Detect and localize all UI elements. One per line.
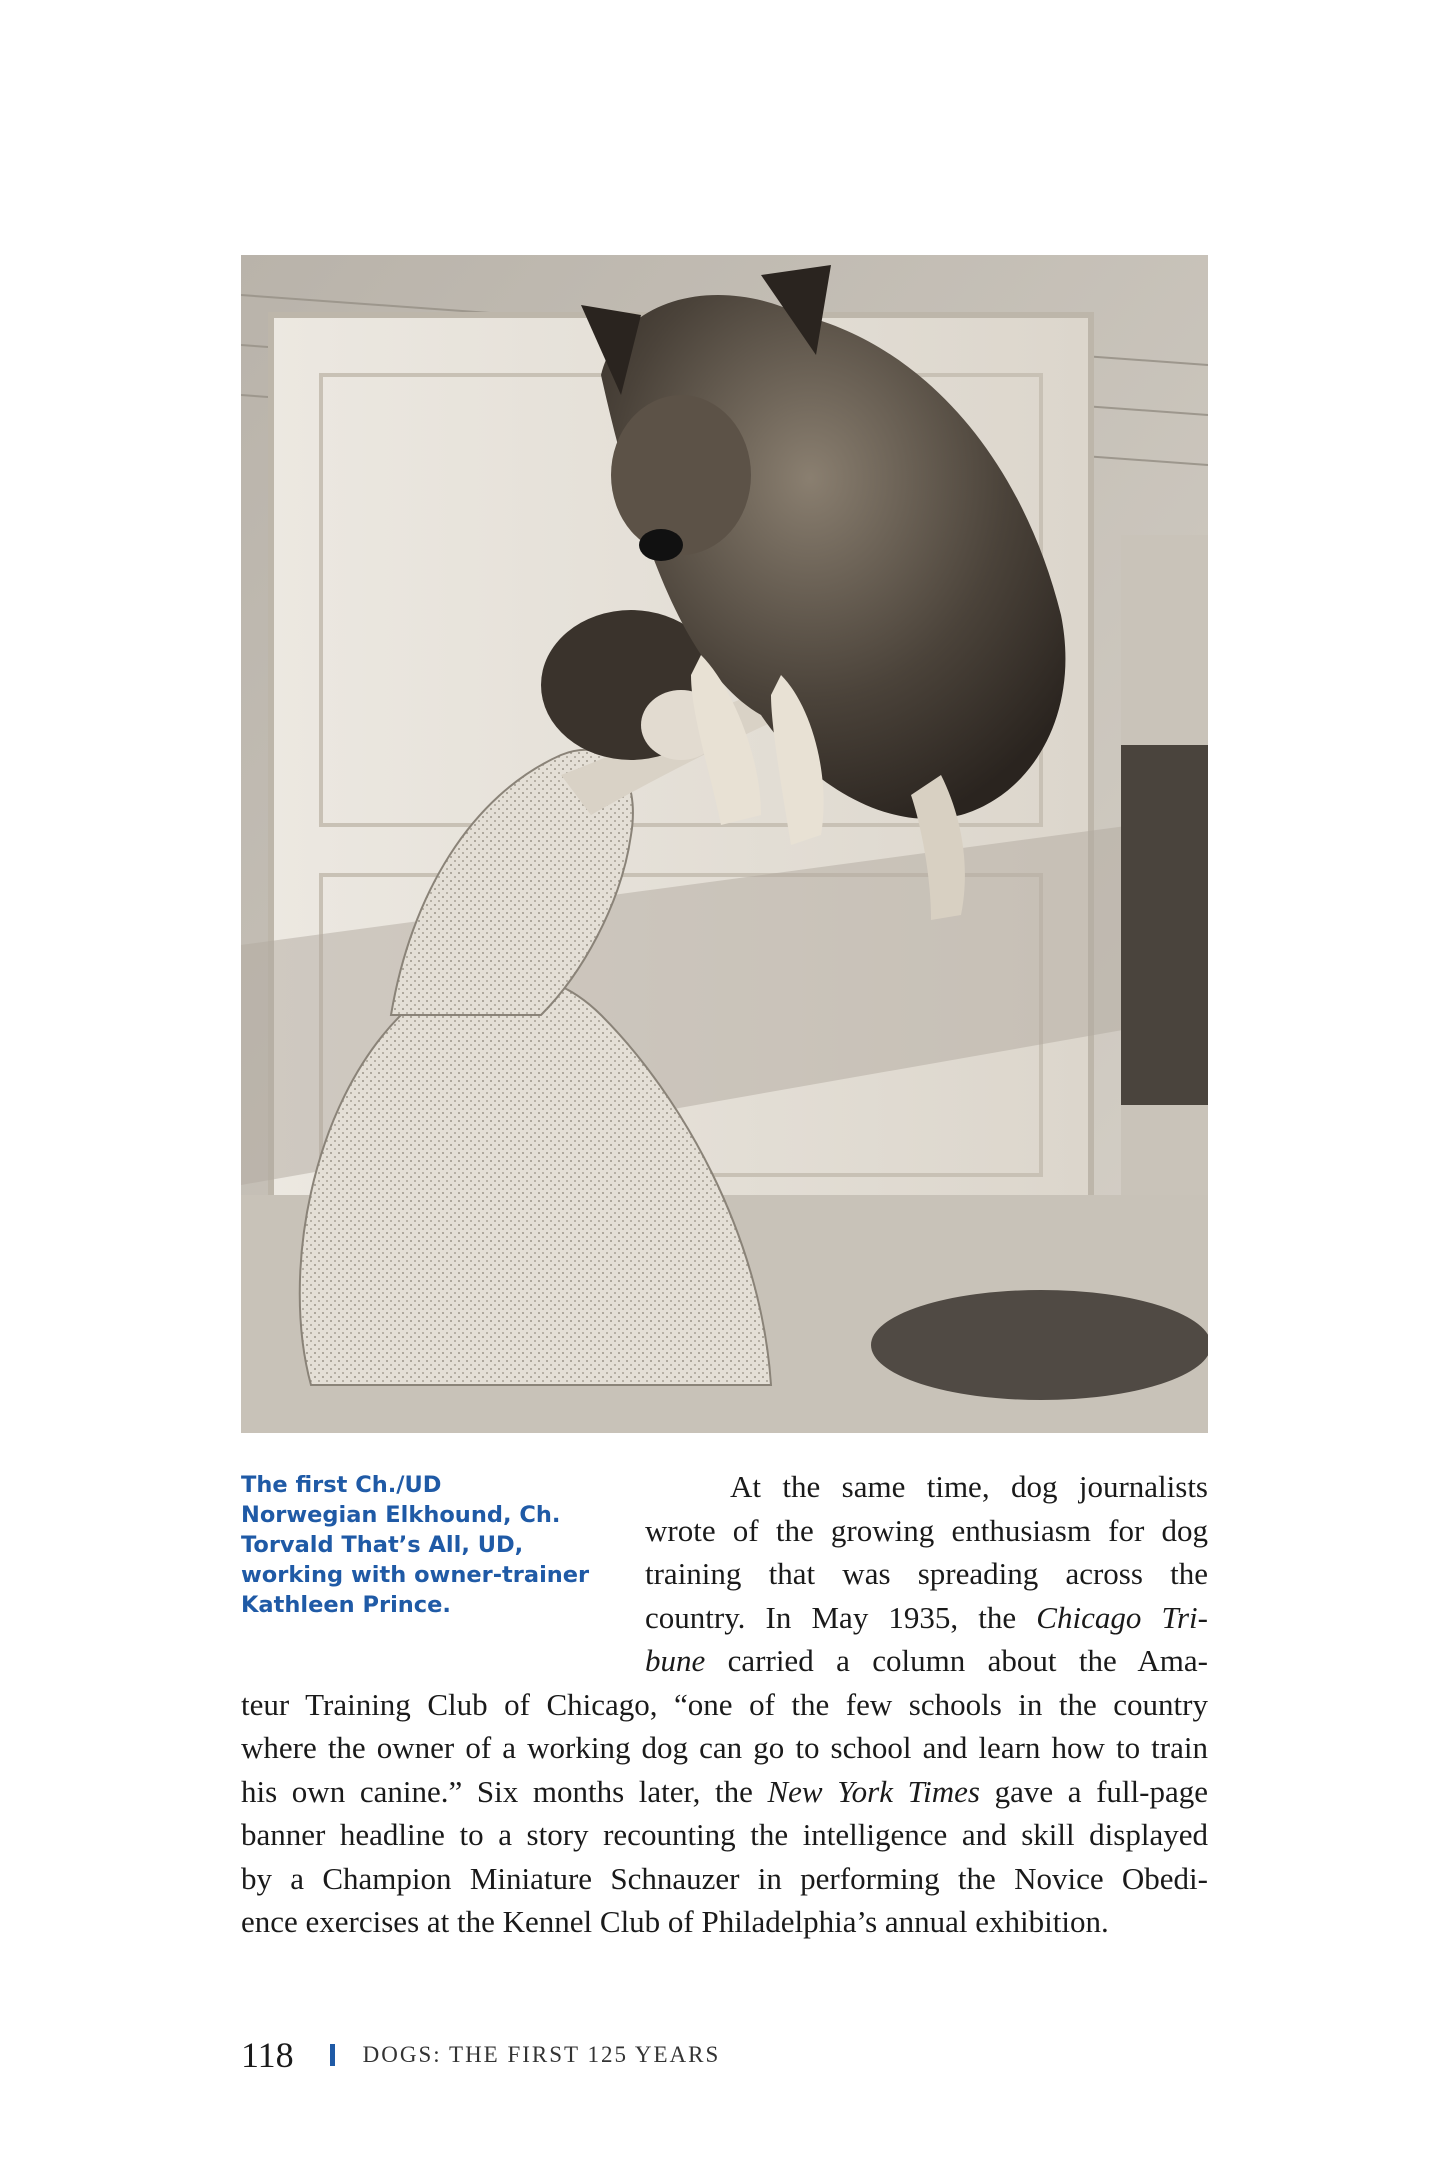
body-line <box>645 1639 1208 1683</box>
body-line <box>241 1770 1208 1814</box>
body-line: wrote of the growing enthusiasm for dog <box>645 1512 1208 1548</box>
publication-title: New York Times <box>767 1773 980 1809</box>
body-line: banner headline to a story recounting the intelligence and skill displayed <box>241 1817 1208 1852</box>
body-text-run: country. In May 1935, the <box>645 1599 1037 1635</box>
body-paragraph <box>241 1465 1208 1944</box>
page-number: 118 <box>241 2035 294 2075</box>
caption-line: working with owner-trainer <box>241 1562 590 1588</box>
body-line <box>645 1596 1208 1640</box>
body-line: At the same time, dog journalists <box>730 1469 1208 1504</box>
body-line: by a Champion Miniature Schnauzer in performing the Novice Obedi- <box>241 1860 1208 1896</box>
page-footer <box>241 2030 720 2080</box>
publication-title: bune <box>645 1643 706 1678</box>
caption-line: The first Ch./UD <box>241 1472 442 1498</box>
body-line: training that was spreading across the <box>645 1556 1208 1591</box>
photo-illustration <box>241 255 1208 1433</box>
body-text-run: gave a full-page <box>979 1773 1209 1809</box>
caption-line: Kathleen Prince. <box>241 1592 451 1618</box>
body-text-run: his own canine.” Six months later, the <box>241 1773 768 1809</box>
body-line: where the owner of a working dog can go to school and learn how to train <box>241 1730 1208 1765</box>
body-line: ence exercises at the Kennel Club of Philadelphia’s annual exhibition. <box>241 1904 1109 1939</box>
footer-divider <box>330 2044 335 2066</box>
photo-dog-jumping <box>241 255 1208 1433</box>
publication-title: Chicago Tri- <box>1036 1599 1208 1635</box>
body-line: teur Training Club of Chicago, “one of the few schools in the country <box>241 1686 1208 1722</box>
running-title: DOGS: THE FIRST 125 YEARS <box>362 2042 721 2067</box>
caption-line: Torvald That’s All, UD, <box>241 1532 524 1558</box>
body-text-run: carried a column about the Ama- <box>705 1643 1208 1678</box>
caption-line: Norwegian Elkhound, Ch. <box>241 1502 561 1528</box>
